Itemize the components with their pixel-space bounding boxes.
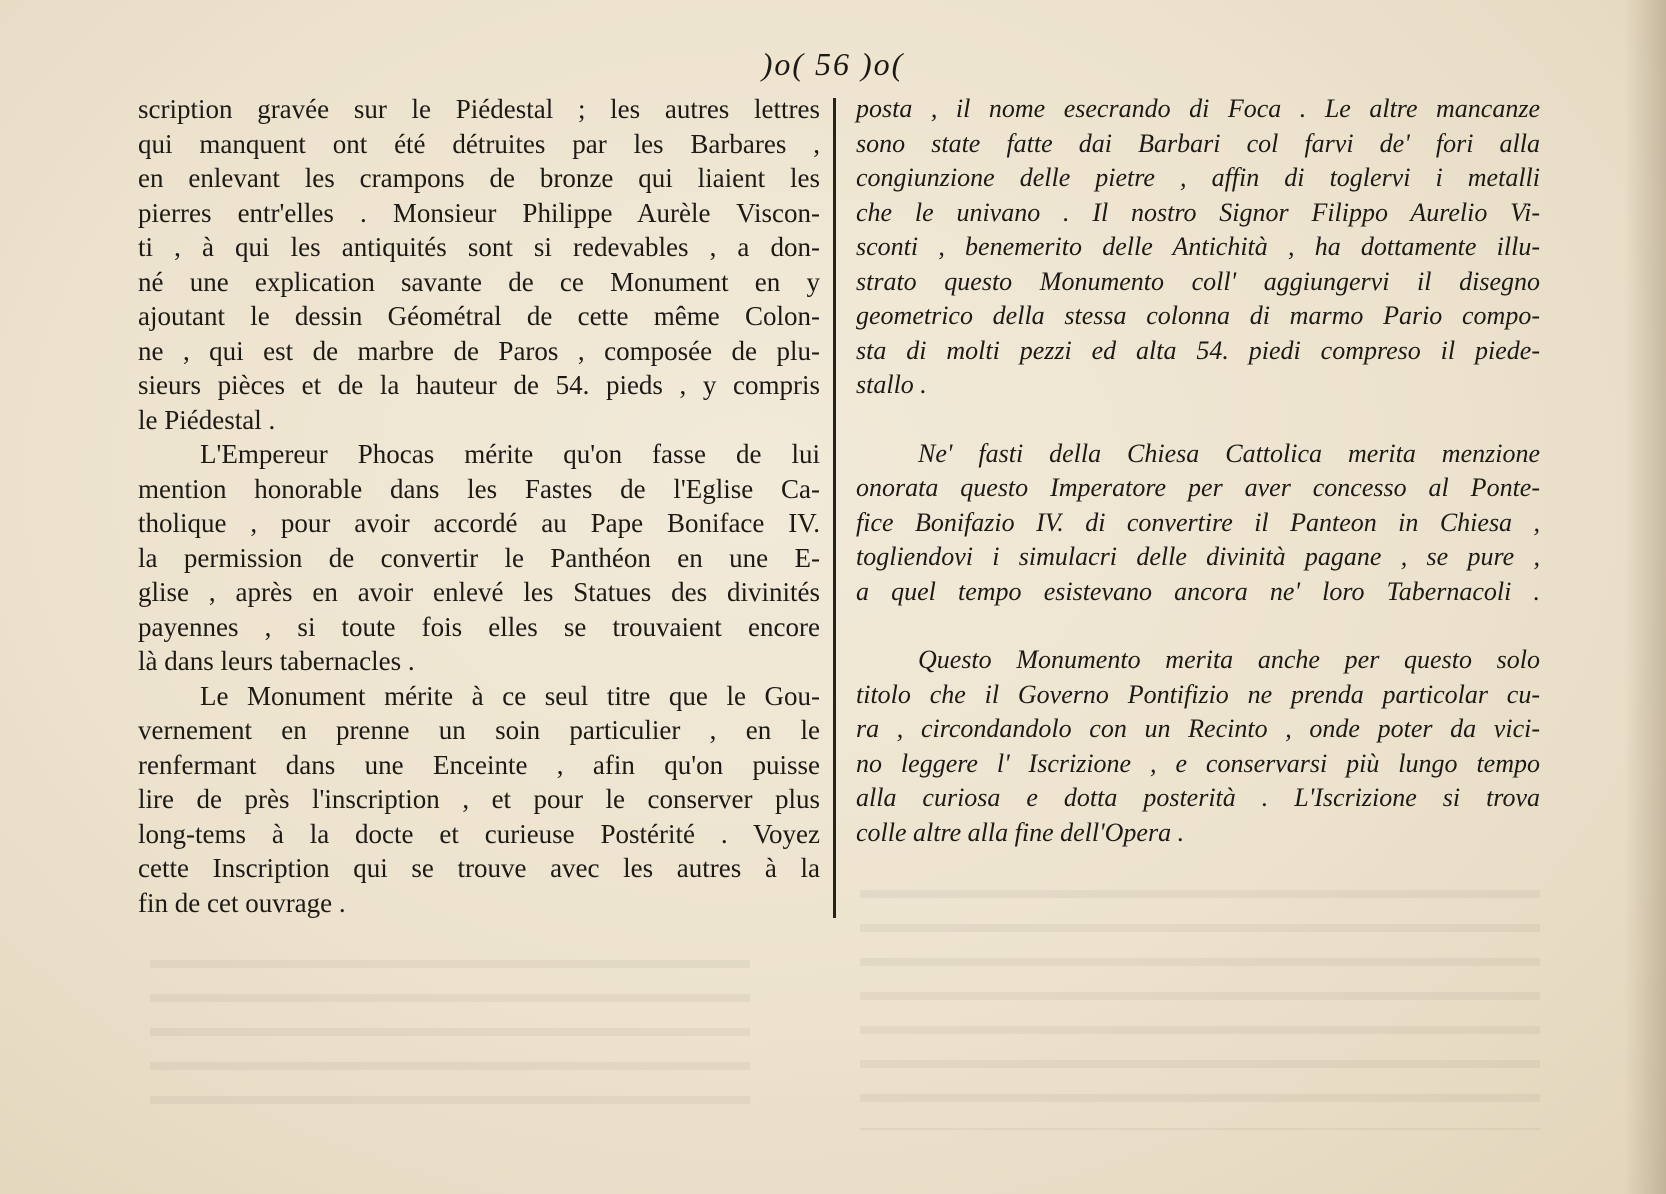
italian-line: no leggere l' Iscrizione , e conservarsi più lungo tempo [856,748,1540,778]
italian-line: onorata questo Imperatore per aver concesso al Ponte- [856,473,1540,502]
french-line: lire de près l'inscription , et pour le conserver plus [138,784,820,814]
french-line: en enlevant les crampons de bronze qui liaient les [138,163,820,193]
french-line: ne , qui est de marbre de Paros , composée de plu- [138,335,820,366]
column-divider [833,98,836,918]
french-line: sieurs pièces et de la hauteur de 54. pieds , y compris [138,370,820,400]
french-line: la permission de convertir le Panthéon en une E- [138,542,820,573]
italian-line: colle altre alla fine dell'Opera . [856,817,1185,847]
french-line: ajoutant le dessin Géométral de cette même Colon- [138,301,820,331]
italian-line: a quel tempo esistevano ancora ne' loro Tabernacoli . [856,576,1540,606]
french-line: tholique , pour avoir accordé au Pape Boniface IV. [138,508,820,538]
french-line: le Piédestal . [138,404,276,435]
french-line: qui manquent ont été détruites par les Barbares , [138,128,820,159]
italian-line: alla curiosa e dotta posterità . L'Iscrizione si trova [856,783,1540,812]
italian-line: posta , il nome esecrando di Foca . Le altre mancanze [856,94,1540,123]
italian-line: stallo . [856,370,927,399]
italian-line: geometrico della stessa colonna di marmo Pario compo- [856,301,1540,330]
bleed-through-texture-right [860,890,1540,1130]
french-line: pierres entr'elles . Monsieur Philippe Aurèle Viscon- [138,197,820,228]
italian-line: sta di molti pezzi ed alta 54. piedi compreso il piede- [856,335,1540,365]
french-line: fin de cet ouvrage . [138,887,346,918]
page-edge-shadow [1624,0,1666,1194]
french-line: mention honorable dans les Fastes de l'Eglise Ca- [138,473,820,504]
french-line: renfermant dans une Enceinte , afin qu'on puisse [138,749,820,780]
french-line: scription gravée sur le Piédestal ; les autres lettres [138,94,820,124]
italian-line: strato questo Monumento coll' aggiungervi il disegno [856,266,1540,296]
french-line: vernement en prenne un soin particulier , en le [138,715,820,745]
french-column [138,92,820,920]
french-line: cette Inscription qui se trouve avec les autres à la [138,853,820,883]
italian-line: sono state fatte dai Barbari col farvi de' fori alla [856,128,1540,158]
french-line: ti , à qui les antiquités sont si redevables , a don- [138,232,820,262]
french-line: là dans leurs tabernacles . [138,646,415,676]
italian-line: Ne' fasti della Chiesa Cattolica merita menzione [918,438,1540,468]
french-line: Le Monument mérite à ce seul titre que le Gou- [200,680,820,711]
french-line: L'Empereur Phocas mérite qu'on fasse de lui [200,439,820,469]
italian-line: ra , circondandolo con un Recinto , onde poter da vici- [856,714,1540,743]
french-line: long-tems à la docte et curieuse Postérité . Voyez [138,818,820,849]
italian-line: che le univano . Il nostro Signor Filippo Aurelio Vi- [856,197,1540,227]
italian-line: titolo che il Governo Pontifizio ne prenda particolar cu- [856,679,1540,709]
italian-line: fice Bonifazio IV. di convertire il Panteon in Chiesa , [856,507,1540,537]
italian-line: sconti , benemerito delle Antichità , ha dottamente illu- [856,232,1540,261]
french-line: né une explication savante de ce Monument en y [138,266,820,297]
bleed-through-texture [150,960,750,1120]
french-line: payennes , si toute fois elles se trouvaient encore [138,611,820,642]
italian-column [856,92,1540,850]
italian-line: Questo Monumento merita anche per questo solo [918,645,1540,674]
french-line: glise , après en avoir enlevé les Statues des divinités [138,577,820,607]
page-header: )o( 56 )o( [761,46,905,82]
italian-line: congiunzione delle pietre , affin di toglervi i metalli [856,163,1540,192]
italian-line: togliendovi i simulacri delle divinità pagane , se pure , [856,542,1540,571]
